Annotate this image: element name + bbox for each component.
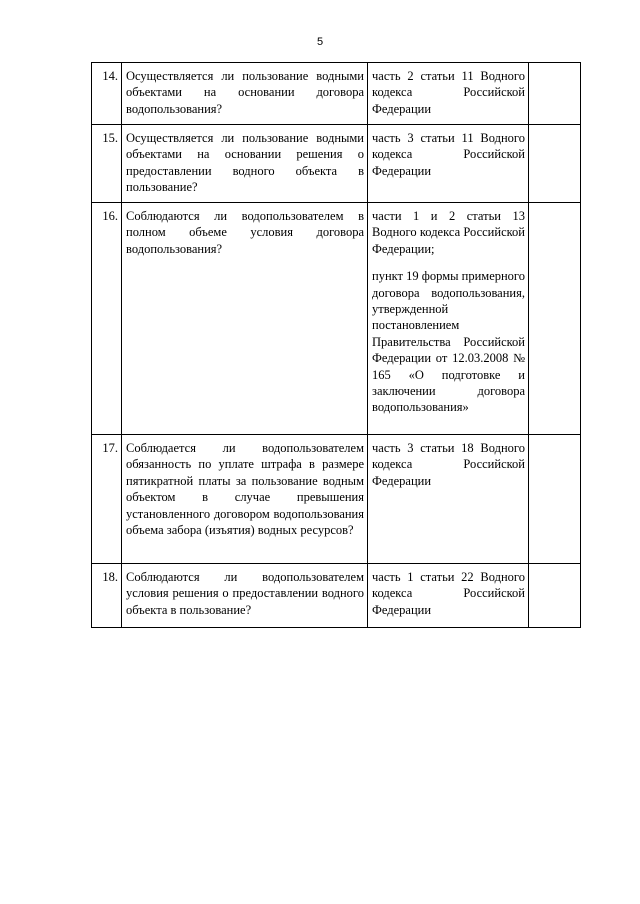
legal-reference-text: пункт 19 формы примерного договора водопользования, утвержденной постановлением Правительства Российской Федерации от 12.03.2008 № 165 «О подготовке и заключении договора водопользования» [372, 269, 525, 415]
page-number: 5 [316, 36, 324, 48]
checklist-table [91, 62, 581, 628]
answer-cell [529, 125, 581, 203]
table-row [92, 63, 581, 125]
row-number-cell: 16. [92, 203, 122, 435]
legal-reference-cell [368, 435, 529, 564]
table-row [92, 564, 581, 628]
question-cell: Соблюдается ли водопользователем обязанность по уплате штрафа в размере пятикратной платы за пользование водным объектом в случае превышения установленного договором водопользования объема забора (изъятия) водных ресурсов? [122, 435, 368, 564]
legal-reference-cell [368, 203, 529, 435]
legal-reference-text: часть 3 статьи 11 Водного кодекса Российской Федерации [372, 131, 525, 178]
row-number-cell: 17. [92, 435, 122, 564]
legal-reference-text: часть 1 статьи 22 Водного кодекса Российской Федерации [372, 570, 525, 617]
answer-cell [529, 63, 581, 125]
legal-reference-cell [368, 63, 529, 125]
answer-cell [529, 435, 581, 564]
table-row [92, 435, 581, 564]
question-cell: Осуществляется ли пользование водными объектами на основании решения о предоставлении водного объекта в пользование? [122, 125, 368, 203]
question-cell: Осуществляется ли пользование водными объектами на основании договора водопользования? [122, 63, 368, 125]
answer-cell [529, 203, 581, 435]
legal-reference-text: часть 2 статьи 11 Водного кодекса Российской Федерации [372, 69, 525, 116]
legal-reference-cell [368, 564, 529, 628]
row-number-cell: 15. [92, 125, 122, 203]
row-number-cell: 18. [92, 564, 122, 628]
question-cell: Соблюдаются ли водопользователем в полном объеме условия договора водопользования? [122, 203, 368, 435]
legal-reference-text: части 1 и 2 статьи 13 Водного кодекса Российской Федерации; [372, 209, 525, 256]
legal-reference-text: часть 3 статьи 18 Водного кодекса Российской Федерации [372, 441, 525, 488]
question-cell: Соблюдаются ли водопользователем условия решения о предоставлении водного объекта в пользование? [122, 564, 368, 628]
table-row [92, 125, 581, 203]
row-number-cell: 14. [92, 63, 122, 125]
table-row [92, 203, 581, 435]
legal-reference-cell [368, 125, 529, 203]
answer-cell [529, 564, 581, 628]
